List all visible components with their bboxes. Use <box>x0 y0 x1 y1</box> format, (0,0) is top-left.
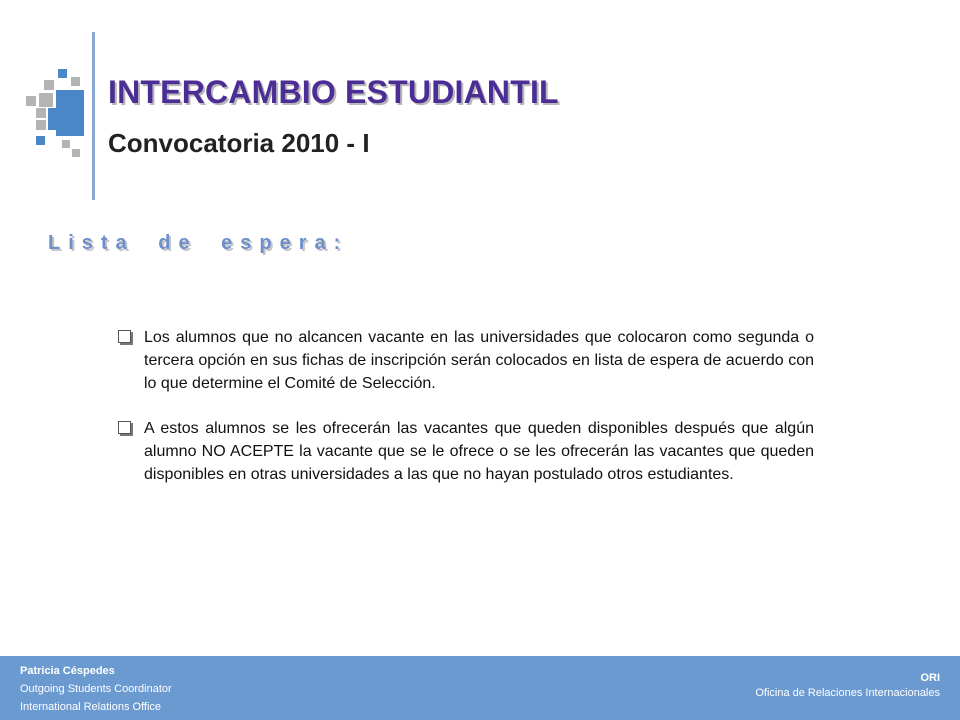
logo-square <box>48 108 56 130</box>
logo-square <box>58 69 67 78</box>
checkbox-bullet-icon <box>118 330 131 343</box>
section-heading: Lista de espera: <box>48 232 349 254</box>
logo-square <box>26 96 36 106</box>
footer-role: Outgoing Students Coordinator <box>20 683 172 695</box>
footer-org-full: Oficina de Relaciones Internacionales <box>755 687 940 699</box>
logo-square <box>36 108 46 118</box>
checkbox-bullet-icon <box>118 421 131 434</box>
footer-name: Patricia Céspedes <box>20 665 115 677</box>
footer-organization <box>755 671 940 701</box>
logo-square <box>44 80 54 90</box>
logo-square <box>36 120 46 130</box>
logo-square <box>39 93 53 107</box>
list-item <box>118 417 814 486</box>
footer-contact <box>20 662 172 716</box>
logo-square <box>62 140 70 148</box>
footer-office: International Relations Office <box>20 701 162 713</box>
page-subtitle: Convocatoria 2010 - I <box>108 128 370 158</box>
footer-org-short: ORI <box>920 672 940 684</box>
logo-square <box>56 90 84 136</box>
logo-mosaic <box>0 0 100 200</box>
logo-square <box>72 149 80 157</box>
header-divider <box>92 32 95 200</box>
logo-square <box>36 136 45 145</box>
bullet-list <box>118 326 814 508</box>
bullet-text: Los alumnos que no alcancen vacante en las universidades que colocaron como segunda o tercera opción en sus fichas de inscripción serán colocados en lista de espera de acuerdo con lo que determine el Comité de Selección. <box>144 329 814 392</box>
logo-square <box>71 77 80 86</box>
page-title: INTERCAMBIO ESTUDIANTIL <box>108 74 559 110</box>
list-item <box>118 326 814 395</box>
bullet-text: A estos alumnos se les ofrecerán las vacantes que queden disponibles después que algún alumno NO ACEPTE la vacante que se le ofrece o se les ofrecerán las vacantes que queden disponibles en otras universidades a las que no hayan postulado otros estudiantes. <box>144 420 814 483</box>
footer-bar <box>0 656 960 720</box>
